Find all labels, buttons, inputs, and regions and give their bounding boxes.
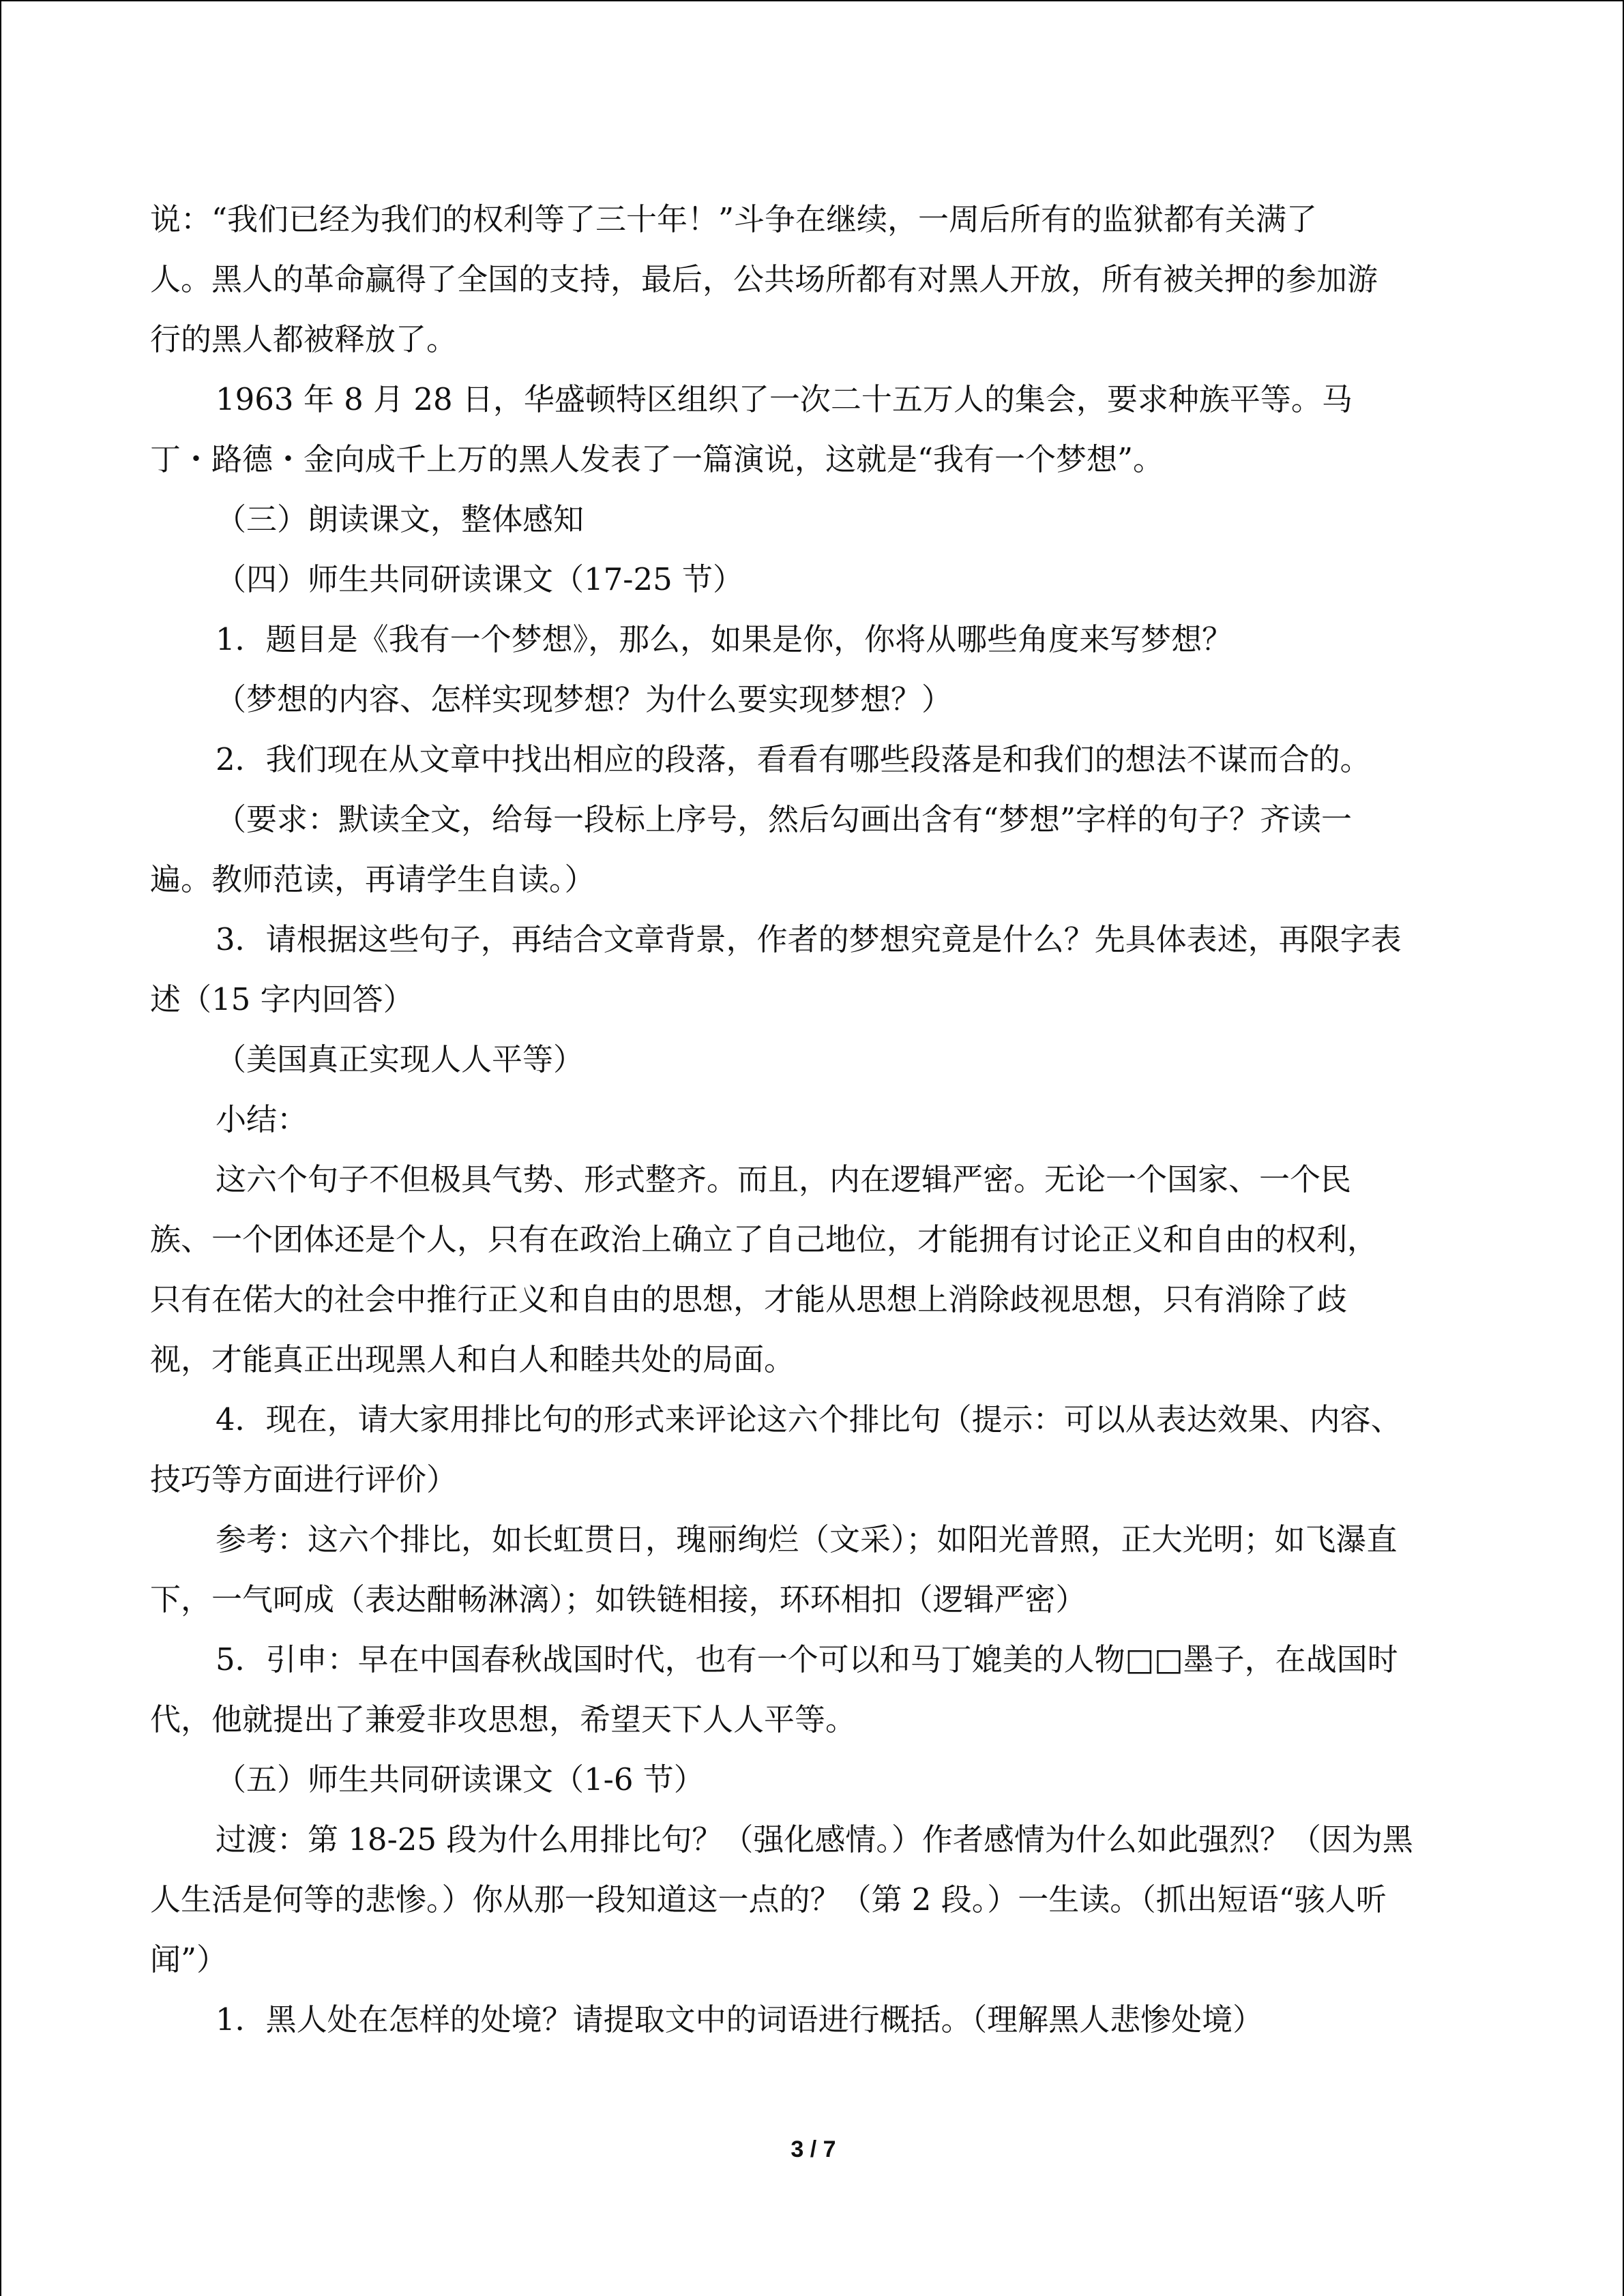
text-line: 这六个句子不但极具气势、形式整齐。而且，内在逻辑严密。无论一个国家、一个民	[216, 1161, 1352, 1197]
text-line: （要求：默读全文，给每一段标上序号，然后勾画出含有“梦想”字样的句子？齐读一	[216, 801, 1353, 837]
text-line: 行的黑人都被释放了。	[150, 321, 458, 357]
text-line: 视，才能真正出现黑人和白人和睦共处的局面。	[150, 1341, 795, 1377]
page-number: 3 / 7	[791, 2136, 836, 2162]
text-line: 过渡：第 18-25 段为什么用排比句？（强化感情。）作者感情为什么如此强烈？（因为黑	[216, 1821, 1413, 1858]
text-line: 代，他就提出了兼爱非攻思想，希望天下人人平等。	[150, 1701, 857, 1738]
section-heading: （三）朗读课文，整体感知	[216, 501, 585, 537]
text-line: 3．请根据这些句子，再结合文章背景，作者的梦想究竟是什么？先具体表述，再限字表	[216, 921, 1402, 957]
text-line: 下，一气呵成（表达酣畅淋漓）；如铁链相接，环环相扣（逻辑严密）	[150, 1581, 1087, 1617]
text-line: 参考：这六个排比，如长虹贯日，瑰丽绚烂（文采）；如阳光普照，正大光明；如飞瀑直	[216, 1521, 1398, 1557]
text-line: 小结：	[216, 1101, 308, 1137]
text-line: 1．题目是《我有一个梦想》，那么，如果是你，你将从哪些角度来写梦想？	[216, 621, 1233, 657]
text-line: 族、一个团体还是个人，只有在政治上确立了自己地位，才能拥有讨论正义和自由的权利，	[150, 1221, 1378, 1257]
text-line: 技巧等方面进行评价）	[150, 1461, 458, 1497]
text-line: 2．我们现在从文章中找出相应的段落，看看有哪些段落是和我们的想法不谋而合的。	[216, 741, 1371, 777]
text-line: 遍。教师范读，再请学生自读。）	[150, 861, 595, 897]
section-heading: （四）师生共同研读课文（17-25 节）	[216, 561, 744, 597]
text-line: 4．现在，请大家用排比句的形式来评论这六个排比句（提示：可以从表达效果、内容、	[216, 1401, 1402, 1437]
text-line: 只有在偌大的社会中推行正义和自由的思想，才能从思想上消除歧视思想，只有消除了歧	[150, 1281, 1348, 1317]
text-line: 1．黑人处在怎样的处境？请提取文中的词语进行概括。（理解黑人悲惨处境）	[216, 2001, 1264, 2038]
text-line: 人。黑人的革命赢得了全国的支持，最后，公共场所都有对黑人开放，所有被关押的参加游	[150, 261, 1378, 297]
text-line: （美国真正实现人人平等）	[216, 1041, 585, 1077]
text-line: 述（15 字内回答）	[150, 981, 414, 1017]
text-line: （梦想的内容、怎样实现梦想？为什么要实现梦想？）	[216, 681, 953, 717]
text-line: 5．引申：早在中国春秋战国时代，也有一个可以和马丁媲美的人物□□墨子，在战国时	[216, 1641, 1398, 1678]
text-line: 丁・路德・金向成千上万的黑人发表了一篇演说，这就是“我有一个梦想”。	[150, 441, 1164, 477]
text-line: 人生活是何等的悲惨。）你从那一段知道这一点的？（第 2 段。）一生读。（抓出短语“骇人听	[150, 1881, 1387, 1918]
text-line: 闻”）	[150, 1941, 228, 1978]
text-line: 说：“我们已经为我们的权利等了三十年！”斗争在继续，一周后所有的监狱都有关满了	[150, 201, 1318, 237]
text-line: 1963 年 8 月 28 日，华盛顿特区组织了一次二十五万人的集会，要求种族平等。马	[216, 381, 1353, 417]
section-heading: （五）师生共同研读课文（1-6 节）	[216, 1761, 705, 1798]
